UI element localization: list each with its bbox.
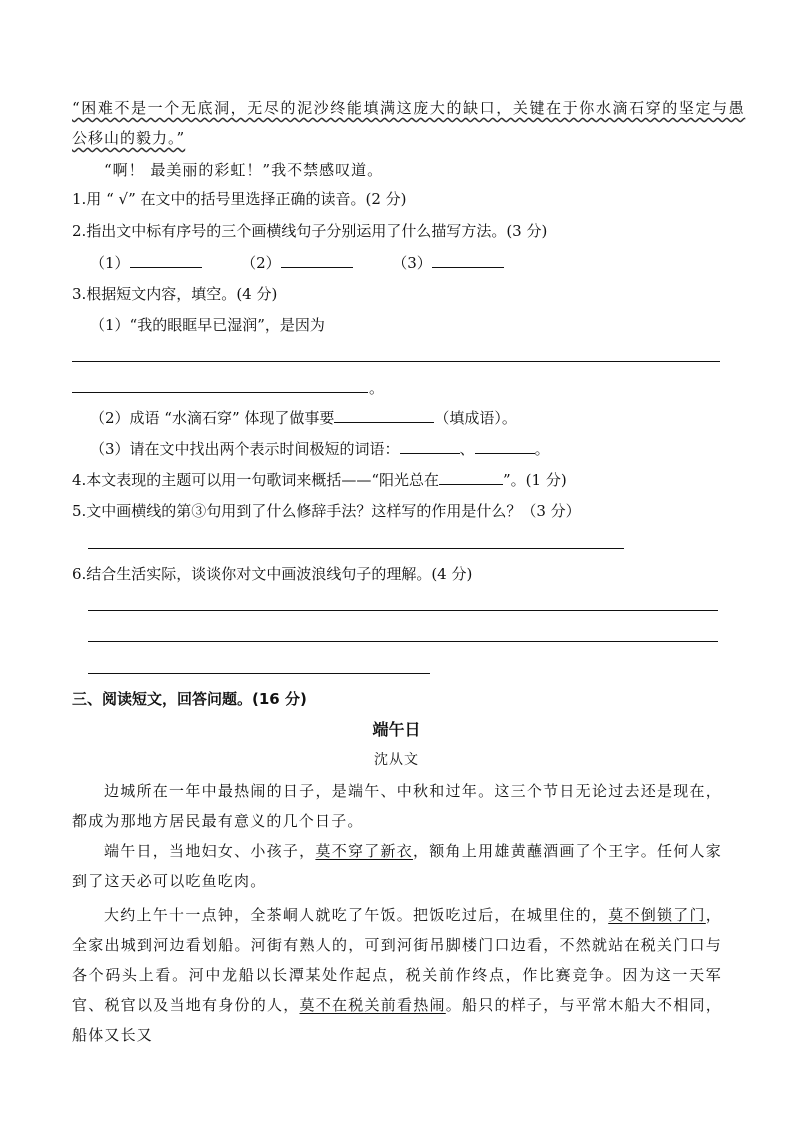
- quote-line-2: 公移山的毅力。”: [72, 129, 186, 147]
- answer-line[interactable]: [88, 673, 430, 674]
- question-3-1: （1）“我的眼眶早已湿润”，是因为: [90, 316, 325, 334]
- answer-blank[interactable]: [400, 439, 460, 454]
- answer-blank[interactable]: [439, 470, 503, 485]
- answer-blank[interactable]: [432, 253, 504, 268]
- question-6: 6.结合生活实际，谈谈你对文中画波浪线句子的理解。(4 分): [72, 565, 473, 583]
- question-1: 1.用 “ √” 在文中的括号里选择正确的读音。(2 分): [72, 190, 407, 208]
- question-2-blanks: （1） （2） （3）: [90, 253, 504, 273]
- answer-line[interactable]: [88, 610, 718, 611]
- question-3-2: （2）成语 “水滴石穿” 体现了做事要 （填成语）。: [90, 409, 517, 427]
- question-4: 4.本文表现的主题可以用一句歌词来概括——“阳光总在 ”。(1 分): [72, 471, 567, 489]
- article-paragraph-1: 边城所在一年中最热闹的日子，是端午、中秋和过年。这三个节日无论过去还是现在，都成为那地方居民最有意义的几个日子。: [72, 782, 722, 830]
- question-3: 3.根据短文内容，填空。(4 分): [72, 285, 278, 303]
- article-title: 端午日: [372, 720, 421, 739]
- article-paragraph-2: 端午日，当地妇女、小孩子，莫不穿了新衣，额角上用雄黄蘸酒画了个王字。任何人家到了这天必可以吃鱼吃肉。: [72, 842, 722, 890]
- answer-blank[interactable]: [130, 253, 202, 268]
- question-3-3: （3）请在文中找出两个表示时间极短的词语： 、 。: [90, 440, 550, 458]
- question-5: 5.文中画横线的第③句用到了什么修辞手法？这样写的作用是什么？（3 分）: [72, 502, 581, 520]
- section-3-heading: 三、阅读短文，回答问题。(16 分): [72, 690, 307, 708]
- question-2: 2.指出文中标有序号的三个画横线句子分别运用了什么描写方法。(3 分): [72, 222, 548, 240]
- answer-blank[interactable]: [281, 253, 353, 268]
- article-author: 沈从文: [374, 752, 419, 768]
- answer-line[interactable]: [72, 361, 720, 362]
- answer-line[interactable]: [88, 641, 718, 642]
- rainbow-sentence: “啊！ 最美丽的彩虹！”我不禁感叹道。: [104, 161, 384, 179]
- article-paragraph-3: 大约上午十一点钟，全茶峒人就吃了午饭。把饭吃过后，在城里住的，莫不倒锁了门，全家出城到河边看划船。河街有熟人的，可到河街吊脚楼门口边看，不然就站在税关门口与各个码头上看。河中龙船以长潭某处作起点，税关前作终点，作比赛竞争。因为这一天军官、税官以及当地有身份的人，莫不在税关前看热闹。船只的样子，与平常木船大不相同，船体又长又: [72, 906, 722, 1044]
- answer-blank[interactable]: [475, 439, 535, 454]
- question-3-1-period: 。: [369, 379, 385, 397]
- answer-blank[interactable]: [334, 408, 434, 423]
- quote-line-1: “困难不是一个无底洞，无尽的泥沙终能填满这庞大的缺口，关键在于你水滴石穿的坚定与愚: [72, 99, 746, 117]
- answer-line[interactable]: [72, 392, 368, 393]
- answer-line[interactable]: [88, 548, 624, 549]
